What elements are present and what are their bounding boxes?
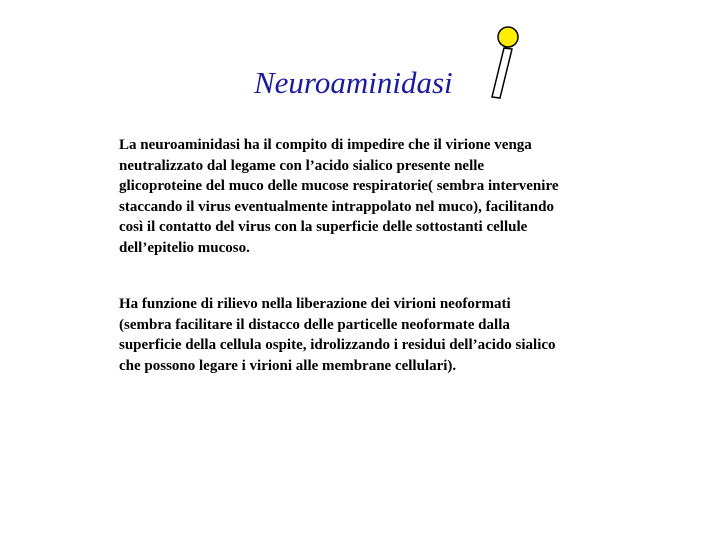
text-line: Ha funzione di rilievo nella liberazione dei virioni neoformati: [119, 296, 511, 312]
text-line: staccando il virus eventualmente intrappolato nel muco), facilitando: [119, 198, 554, 215]
text-line: La neuroaminidasi ha il compito di impedire che il virione venga: [119, 137, 532, 153]
text-line: (sembra facilitare il distacco delle particelle neoformate dalla: [119, 316, 510, 333]
text-line: superficie della cellula ospite, idrolizzando i residui dell’acido sialico: [119, 337, 556, 354]
slide-title: Neuroaminidasi: [254, 65, 453, 100]
text-line: così il contatto del virus con la superficie delle sottostanti cellule: [119, 219, 528, 236]
paragraph-function-release: [119, 294, 659, 376]
text-line: neutralizzato dal legame con l’acido sialico presente nelle: [119, 157, 485, 174]
text-line: glicoproteine del muco delle mucose respiratorie( sembra intervenire: [119, 178, 559, 195]
pushpin-icon: [480, 20, 530, 102]
text-line: che possono legare i virioni alle membrane cellulari).: [119, 357, 457, 374]
text-line: dell’epitelio mucoso.: [119, 239, 250, 256]
paragraph-function-neutralization: [119, 135, 659, 259]
